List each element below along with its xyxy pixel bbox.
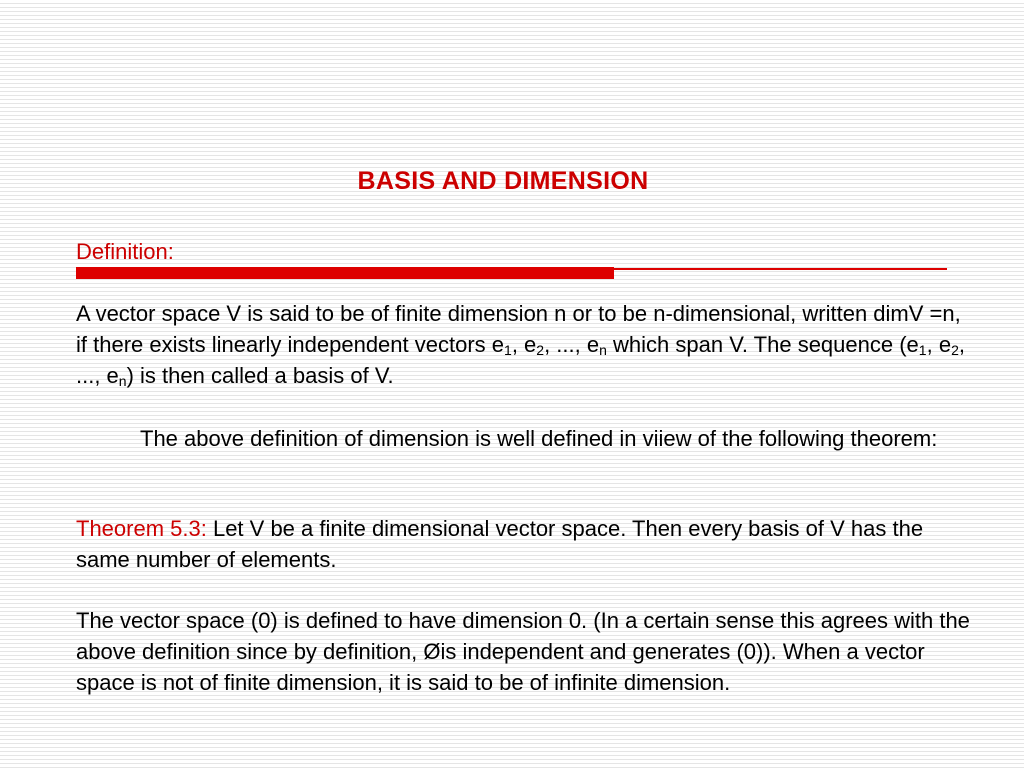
- subscript-index: 2: [536, 342, 545, 358]
- subscript-index: 1: [918, 342, 927, 358]
- zero-space-paragraph: The vector space (0) is defined to have dimension 0. (In a certain sense this agrees with the above definition since by definition, Øis independent and generates (0)). When a vector space is not of finite dimension, it is said to be of infinite dimension.: [76, 608, 970, 695]
- subscript-index: n: [118, 373, 127, 389]
- subscript-index: 1: [504, 342, 512, 358]
- theorem-label: Theorem 5.3:: [76, 516, 207, 541]
- remark-paragraph: The above definition of dimension is well defined in viiew of the following theorem:: [140, 426, 938, 451]
- definition-label: Definition:: [76, 239, 174, 264]
- theorem-text: Let V be a finite dimensional vector space. Then every basis of V has the same number of elements.: [76, 516, 924, 572]
- title-rule-thin: [614, 268, 947, 270]
- definition-paragraph: A vector space V is said to be of finite dimension n or to be n-dimensional, written dimV =n, if there exists linearly independent vectors $e_1$, $e_2$, ..., $e_n$ which span V. The sequence ($e_1$, $e_2$, ..., $e_n$) is then called a basis of V.: [76, 301, 965, 389]
- subscript-index: 2: [951, 342, 959, 358]
- subscript-index: n: [599, 342, 607, 358]
- title-rule-thick: [76, 267, 614, 279]
- theorem-paragraph: [76, 513, 976, 575]
- slide-title: BASIS AND DIMENSION: [357, 167, 649, 195]
